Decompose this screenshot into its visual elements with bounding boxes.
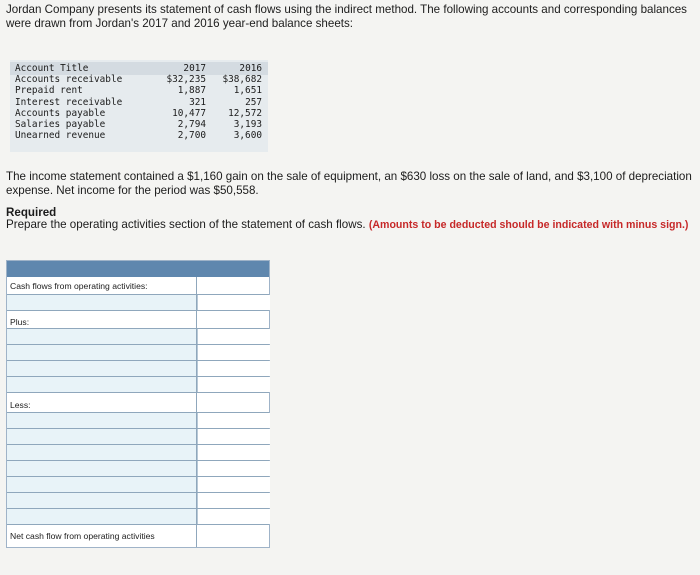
description-input[interactable] [7, 329, 197, 344]
balance-sheet-table [10, 60, 268, 152]
net-cash-flow-amount[interactable] [197, 525, 269, 547]
value-2016: 1,651 [233, 85, 262, 97]
account-title-column [15, 63, 122, 141]
amount-input[interactable] [197, 413, 270, 428]
net-cash-flow-row [7, 525, 269, 547]
account-name: Unearned revenue [15, 130, 106, 142]
form-header-bar [7, 261, 269, 277]
net-income-row [7, 295, 269, 311]
plus-row [7, 377, 269, 393]
plus-row [7, 329, 269, 345]
description-input[interactable] [7, 413, 197, 428]
prepare-instructions [6, 218, 696, 232]
account-name: Prepaid rent [15, 85, 83, 97]
amount-input[interactable] [197, 295, 270, 310]
less-label-row [7, 393, 269, 413]
description-input[interactable] [7, 295, 197, 310]
year-2016-header: 2016 [239, 63, 262, 74]
plus-label: Plus: [10, 317, 30, 327]
account-name: Interest receivable [15, 96, 123, 108]
amount-input[interactable] [197, 461, 270, 476]
description-input[interactable] [7, 345, 197, 360]
amount-input[interactable] [197, 377, 270, 392]
intro-text: Jordan Company presents its statement of cash flows using the indirect method. The following accounts and corresponding balances were drawn from Jordan's 2017 and 2016 year-end balance sheets: [6, 3, 687, 30]
value-2017: $32,235 [166, 74, 206, 86]
less-row [7, 413, 269, 429]
net-cash-flow-label: Net cash flow from operating activities [10, 531, 155, 541]
amount-input[interactable] [197, 509, 270, 524]
value-2017: 2,794 [177, 119, 206, 131]
required-heading: Required [6, 206, 57, 219]
value-2016: 3,193 [233, 119, 262, 131]
less-row [7, 493, 269, 509]
less-row [7, 445, 269, 461]
plus-label-row [7, 311, 269, 329]
income-statement-text: The income statement contained a $1,160 gain on the sale of equipment, an $630 loss on the sale of land, and $3,100 of depreciation expense. Net income for the period was $50,558. [6, 170, 692, 197]
less-row [7, 477, 269, 493]
less-row [7, 429, 269, 445]
plus-row [7, 345, 269, 361]
value-2017: 10,477 [172, 107, 206, 119]
operating-activities-form [6, 260, 270, 548]
value-2017: 2,700 [177, 130, 206, 142]
less-label: Less: [10, 400, 31, 410]
amount-input[interactable] [197, 429, 270, 444]
amount-input[interactable] [197, 329, 270, 344]
year-2016-column [214, 63, 262, 141]
description-input[interactable] [7, 361, 197, 376]
amount-input[interactable] [197, 493, 270, 508]
plus-row [7, 361, 269, 377]
year-2017-header: 2017 [183, 63, 206, 74]
cash-flows-label-row [7, 277, 269, 295]
description-input[interactable] [7, 445, 197, 460]
amount-input[interactable] [197, 361, 270, 376]
prepare-text: Prepare the operating activities section of the statement of cash flows. [6, 218, 366, 231]
value-2016: $38,682 [222, 74, 262, 86]
description-input[interactable] [7, 429, 197, 444]
minus-sign-note: (Amounts to be deducted should be indicated with minus sign.) [368, 219, 689, 231]
amount-input[interactable] [197, 345, 270, 360]
value-2016: 257 [245, 96, 262, 108]
less-row [7, 461, 269, 477]
amount-input[interactable] [197, 445, 270, 460]
value-2016: 12,572 [228, 107, 262, 119]
amount-input[interactable] [197, 477, 270, 492]
less-row [7, 509, 269, 525]
value-2017: 321 [189, 96, 206, 108]
cash-flows-label: Cash flows from operating activities: [10, 281, 148, 291]
description-input[interactable] [7, 493, 197, 508]
account-title-header: Account Title [15, 63, 89, 74]
year-2017-column [160, 63, 206, 141]
account-name: Accounts payable [15, 107, 106, 119]
account-name: Accounts receivable [15, 74, 123, 86]
value-2017: 1,887 [177, 85, 206, 97]
account-name: Salaries payable [15, 119, 106, 131]
description-input[interactable] [7, 461, 197, 476]
description-input[interactable] [7, 509, 197, 524]
value-2016: 3,600 [233, 130, 262, 142]
description-input[interactable] [7, 377, 197, 392]
description-input[interactable] [7, 477, 197, 492]
